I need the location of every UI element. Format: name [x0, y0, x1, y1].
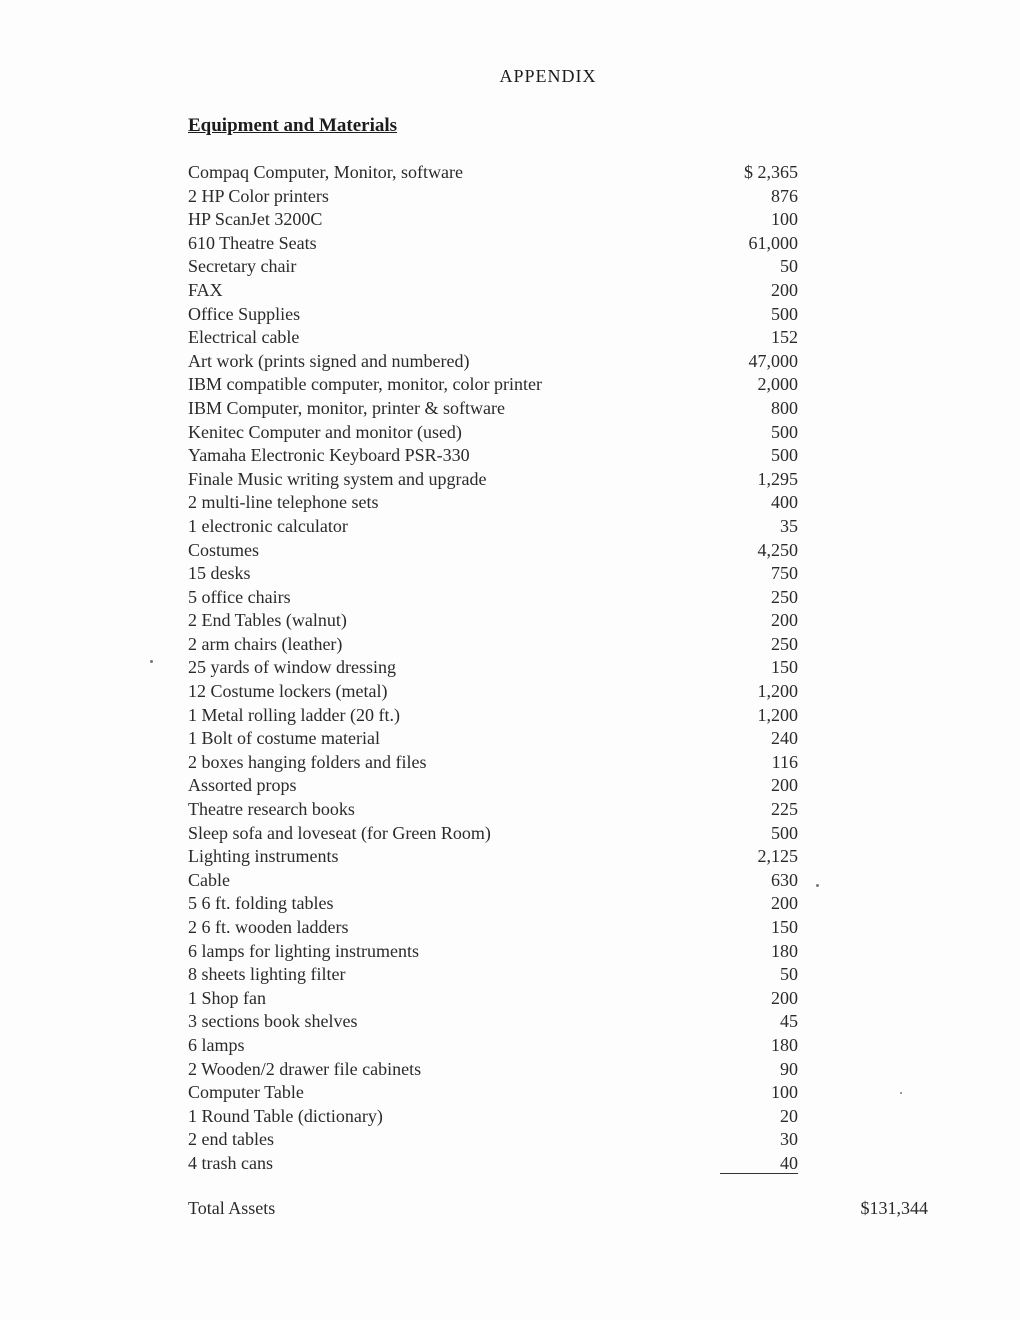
item-label: IBM Computer, monitor, printer & software — [188, 397, 506, 418]
item-label: 4 trash cans — [188, 1152, 273, 1173]
page-title: APPENDIX — [499, 66, 597, 86]
item-label: Secretary chair — [188, 256, 297, 277]
item-value: 150 — [771, 917, 798, 937]
list-item — [188, 916, 798, 940]
item-value: 152 — [771, 327, 798, 348]
list-item — [188, 208, 798, 232]
item-value: 200 — [771, 893, 798, 914]
list-item — [188, 350, 798, 374]
list-item — [188, 232, 798, 256]
item-value: 4,250 — [757, 539, 798, 560]
item-value: 100 — [771, 209, 798, 230]
item-label: 3 sections book shelves — [188, 1011, 358, 1032]
list-item — [188, 326, 798, 350]
list-item — [188, 255, 798, 279]
list-item — [188, 656, 798, 680]
item-label: Costumes — [188, 539, 260, 560]
equipment-list — [188, 161, 798, 1176]
item-value: 116 — [771, 751, 798, 772]
item-value: 500 — [771, 445, 798, 466]
item-label: 2 End Tables (walnut) — [188, 610, 347, 631]
list-item — [188, 1128, 798, 1152]
item-value: 2,125 — [757, 846, 798, 867]
item-label: 2 arm chairs (leather) — [188, 633, 343, 654]
scan-speck — [816, 884, 819, 887]
item-label: Sleep sofa and loveseat (for Green Room) — [188, 822, 491, 843]
scan-speck — [900, 1092, 902, 1094]
total-label: Total Assets — [188, 1198, 276, 1218]
item-value: 35 — [780, 515, 798, 536]
list-item — [188, 1010, 798, 1034]
item-value: 20 — [780, 1105, 798, 1126]
item-label: 1 Bolt of costume material — [188, 728, 380, 749]
item-value: 30 — [780, 1129, 798, 1150]
item-label: Computer Table — [188, 1082, 304, 1103]
list-item — [188, 940, 798, 964]
item-value: 876 — [771, 185, 798, 206]
item-value: 50 — [780, 964, 798, 985]
list-item — [188, 515, 798, 539]
scan-speck — [150, 660, 153, 663]
list-item — [188, 421, 798, 445]
item-value: 200 — [771, 987, 798, 1008]
item-label: Electrical cable — [188, 327, 300, 348]
list-item — [188, 1152, 798, 1176]
item-value: 500 — [771, 303, 798, 324]
list-item — [188, 185, 798, 209]
item-value: 47,000 — [748, 350, 798, 371]
list-item — [188, 1105, 798, 1129]
item-label: Art work (prints signed and numbered) — [188, 350, 470, 371]
list-item — [188, 727, 798, 751]
list-item — [188, 892, 798, 916]
list-item — [188, 633, 798, 657]
item-label: 1 Round Table (dictionary) — [188, 1105, 383, 1126]
item-value: 1,295 — [757, 468, 798, 489]
item-label: 15 desks — [188, 563, 251, 584]
item-label: 2 Wooden/2 drawer file cabinets — [188, 1058, 422, 1079]
list-item — [188, 1034, 798, 1058]
list-item — [188, 1081, 798, 1105]
list-item — [188, 539, 798, 563]
list-item — [188, 751, 798, 775]
item-value: 45 — [780, 1011, 798, 1032]
list-item — [188, 161, 798, 185]
item-value: 61,000 — [748, 232, 798, 253]
item-value: 630 — [771, 869, 798, 890]
list-item — [188, 822, 798, 846]
list-item — [188, 279, 798, 303]
item-value: 200 — [771, 775, 798, 796]
item-label: 2 HP Color printers — [188, 185, 329, 206]
item-value: 150 — [771, 657, 798, 678]
section-heading: Equipment and Materials — [188, 115, 398, 136]
item-label: Kenitec Computer and monitor (used) — [188, 421, 462, 442]
item-value: 180 — [771, 940, 798, 961]
item-label: 1 electronic calculator — [188, 515, 348, 536]
list-item — [188, 444, 798, 468]
item-label: 2 end tables — [188, 1129, 274, 1150]
list-item — [188, 373, 798, 397]
item-label: 1 Shop fan — [188, 987, 266, 1008]
item-label: 6 lamps — [188, 1034, 245, 1055]
item-value: 200 — [771, 610, 798, 631]
item-value: 1,200 — [757, 704, 798, 725]
item-value: 800 — [771, 397, 798, 418]
item-label: Theatre research books — [188, 799, 355, 820]
item-label: Yamaha Electronic Keyboard PSR-330 — [188, 445, 470, 466]
item-label: IBM compatible computer, monitor, color printer — [188, 374, 542, 395]
item-value: 500 — [771, 421, 798, 442]
item-value: 240 — [771, 728, 798, 749]
item-value: 90 — [780, 1058, 798, 1079]
item-value: 500 — [771, 822, 798, 843]
item-label: Finale Music writing system and upgrade — [188, 468, 487, 489]
list-item — [188, 491, 798, 515]
item-value: 400 — [771, 492, 798, 513]
item-label: 1 Metal rolling ladder (20 ft.) — [188, 704, 400, 725]
list-item — [188, 468, 798, 492]
list-item — [188, 586, 798, 610]
list-item — [188, 562, 798, 586]
list-item — [188, 397, 798, 421]
item-label: 25 yards of window dressing — [188, 657, 396, 678]
list-item — [188, 680, 798, 704]
item-value: 200 — [771, 279, 798, 300]
item-label: FAX — [188, 279, 223, 300]
item-label: Compaq Computer, Monitor, software — [188, 162, 464, 182]
list-item — [188, 987, 798, 1011]
list-item — [188, 774, 798, 798]
list-item — [188, 798, 798, 822]
list-item — [188, 845, 798, 869]
item-value: 225 — [771, 799, 798, 820]
list-item — [188, 303, 798, 327]
item-label: 12 Costume lockers (metal) — [188, 681, 388, 702]
item-label: 610 Theatre Seats — [188, 232, 317, 253]
item-label: 6 lamps for lighting instruments — [188, 940, 419, 961]
item-label: Cable — [188, 869, 230, 890]
total-value: $131,344 — [860, 1198, 928, 1218]
list-item — [188, 704, 798, 728]
item-value: 750 — [771, 563, 798, 584]
item-value: 50 — [780, 256, 798, 277]
item-label: 2 boxes hanging folders and files — [188, 751, 427, 772]
item-label: 5 office chairs — [188, 586, 291, 607]
item-value: 250 — [771, 586, 798, 607]
item-label: HP ScanJet 3200C — [188, 209, 323, 230]
item-value: 40 — [720, 1153, 798, 1174]
item-label: 5 6 ft. folding tables — [188, 893, 334, 914]
item-label: 2 6 ft. wooden ladders — [188, 917, 349, 937]
item-value: 2,000 — [757, 374, 798, 395]
item-label: Assorted props — [188, 775, 297, 796]
list-item — [188, 609, 798, 633]
list-item — [188, 1058, 798, 1082]
list-item — [188, 869, 798, 893]
item-label: 2 multi-line telephone sets — [188, 492, 379, 513]
item-value: 250 — [771, 633, 798, 654]
item-value: 180 — [771, 1034, 798, 1055]
item-label: Office Supplies — [188, 303, 301, 324]
item-value: 100 — [771, 1082, 798, 1103]
item-label: 8 sheets lighting filter — [188, 964, 346, 985]
list-item — [188, 963, 798, 987]
item-label: Lighting instruments — [188, 846, 339, 867]
item-value: 1,200 — [757, 681, 798, 702]
item-value: $ 2,365 — [744, 162, 798, 182]
